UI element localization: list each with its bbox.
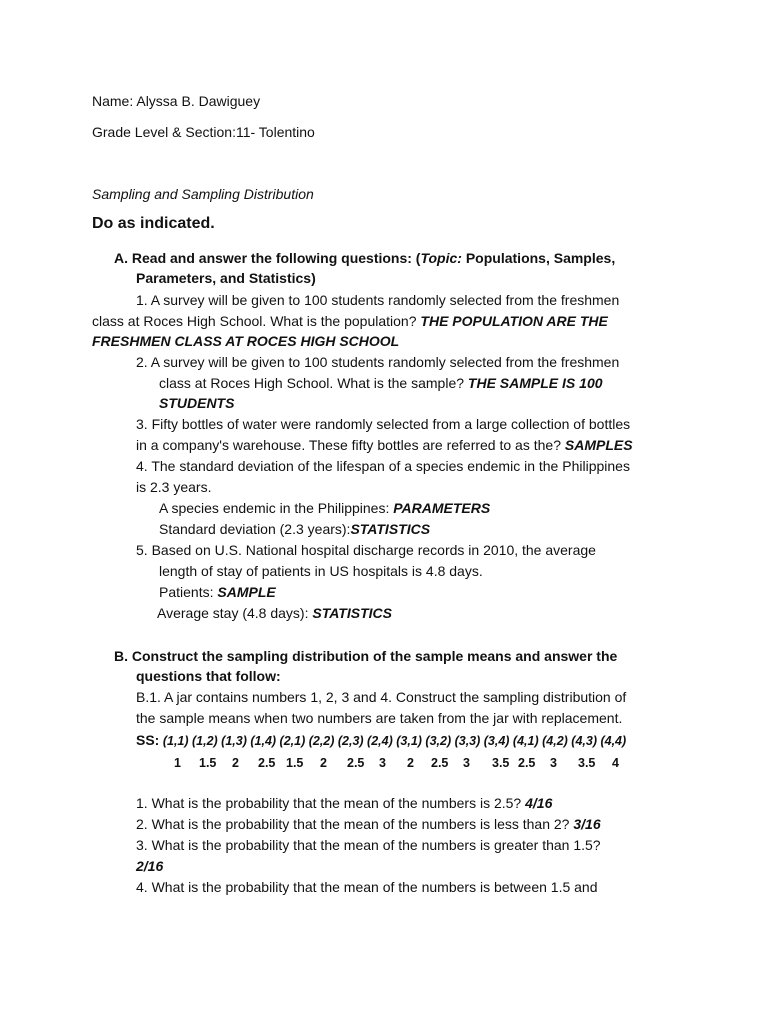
part-a-heading-rest: Populations, Samples, (461, 250, 616, 266)
prob-q1-answer: 4/16 (525, 795, 553, 811)
part-a-heading (114, 248, 615, 269)
grade-section: Grade Level & Section:11- Tolentino (92, 124, 315, 140)
q3-answer: SAMPLES (564, 437, 633, 453)
q5-sub2-answer: STATISTICS (312, 605, 392, 621)
q4-text-line2: is 2.3 years. (136, 479, 212, 495)
sample-mean: 3 (379, 756, 386, 770)
q4-sub1-answer: PARAMETERS (393, 500, 491, 516)
q2-answer-part1: THE SAMPLE IS 100 (467, 375, 603, 391)
instruction: Do as indicated. (92, 215, 215, 232)
sample-mean: 2 (407, 756, 414, 770)
student-name: Name: Alyssa B. Dawiguey (92, 93, 261, 109)
q1-text-line1: 1. A survey will be given to 100 students randomly selected from the freshmen (136, 292, 620, 308)
prob-q1-text: 1. What is the probability that the mean of the numbers is 2.5? (136, 795, 526, 811)
q5-sub1-label: Patients: (159, 584, 218, 600)
sample-mean: 3 (550, 756, 557, 770)
q3-text-line2 (136, 435, 633, 456)
q1-text-line2 (92, 311, 608, 332)
q5-text-line1: 5. Based on U.S. National hospital discharge records in 2010, the average (136, 542, 596, 558)
sample-mean: 1.5 (286, 756, 304, 770)
sample-mean: 3.5 (492, 756, 510, 770)
part-a-topic-word: Topic: (420, 250, 462, 266)
q4-sub1-label: A species endemic in the Philippines: (159, 500, 394, 516)
q3-question: in a company's warehouse. These fifty bottles are referred to as the? (136, 437, 565, 453)
q5-sub2-label: Average stay (4.8 days): (157, 605, 313, 621)
prob-q2-text: 2. What is the probability that the mean of the numbers is less than 2? (136, 816, 574, 832)
q4-sub1 (159, 498, 490, 519)
q2-text-line2 (159, 373, 603, 394)
q5-sub1-answer: SAMPLE (217, 584, 276, 600)
q4-text-line1: 4. The standard deviation of the lifespan of a species endemic in the Philippines (136, 458, 630, 474)
sample-mean: 2.5 (258, 756, 276, 770)
q4-sub2-answer: STATISTICS (350, 521, 431, 537)
q4-sub2-label: Standard deviation (2.3 years): (159, 521, 351, 537)
sample-mean: 2.5 (347, 756, 365, 770)
q1-answer-part2: FRESHMEN CLASS AT ROCES HIGH SCHOOL (92, 333, 400, 349)
b1-text-line1: B.1. A jar contains numbers 1, 2, 3 and 4. Construct the sampling distribution of (136, 689, 627, 705)
sample-mean: 3 (463, 756, 470, 770)
q5-text-line2: length of stay of patients in US hospitals is 4.8 days. (159, 563, 483, 579)
prob-q3-text: 3. What is the probability that the mean of the numbers is greater than 1.5? (136, 837, 601, 853)
sample-mean: 2 (232, 756, 239, 770)
part-b-heading-line1: B. Construct the sampling distribution of the sample means and answer the (114, 648, 618, 664)
sample-mean: 2.5 (518, 756, 536, 770)
q3-text-line1: 3. Fifty bottles of water were randomly selected from a large collection of bottles (136, 416, 631, 432)
prob-q3-answer: 2/16 (136, 858, 164, 874)
q1-answer-part1: THE POPULATION ARE THE (420, 313, 608, 329)
part-a-heading-line2: Parameters, and Statistics) (136, 270, 316, 286)
part-a-heading-prefix: A. Read and answer the following questions: ( (114, 250, 421, 266)
sample-mean: 2.5 (431, 756, 449, 770)
sample-mean: 2 (320, 756, 327, 770)
ss-label: SS: (136, 732, 160, 748)
q5-sub1 (159, 582, 276, 603)
q5-sub2 (157, 603, 392, 624)
q4-sub2 (159, 519, 430, 540)
sample-mean: 4 (612, 756, 619, 770)
b1-text-line2: the sample means when two numbers are taken from the jar with replacement. (136, 710, 623, 726)
part-b-heading-line2: questions that follow: (136, 668, 281, 684)
prob-q1 (136, 793, 552, 814)
sample-mean: 1 (174, 756, 181, 770)
q2-question: class at Roces High School. What is the sample? (159, 375, 468, 391)
prob-q4-text: 4. What is the probability that the mean of the numbers is between 1.5 and (136, 879, 598, 895)
sample-space-row (136, 730, 626, 752)
prob-q2-answer: 3/16 (573, 816, 601, 832)
q2-text-line1: 2. A survey will be given to 100 students randomly selected from the freshmen (136, 354, 620, 370)
ss-pairs: (1,1) (1,2) (1,3) (1,4) (2,1) (2,2) (2,3) (2,4) (3,1) (3,2) (3,3) (3,4) (4,1) (4,2) (4,3) (4,4) (162, 734, 627, 748)
q2-answer-part2: STUDENTS (159, 395, 235, 411)
prob-q2 (136, 814, 601, 835)
q1-question: class at Roces High School. What is the population? (92, 313, 421, 329)
topic-title: Sampling and Sampling Distribution (92, 186, 314, 202)
sample-mean: 3.5 (578, 756, 596, 770)
sample-mean: 1.5 (199, 756, 217, 770)
